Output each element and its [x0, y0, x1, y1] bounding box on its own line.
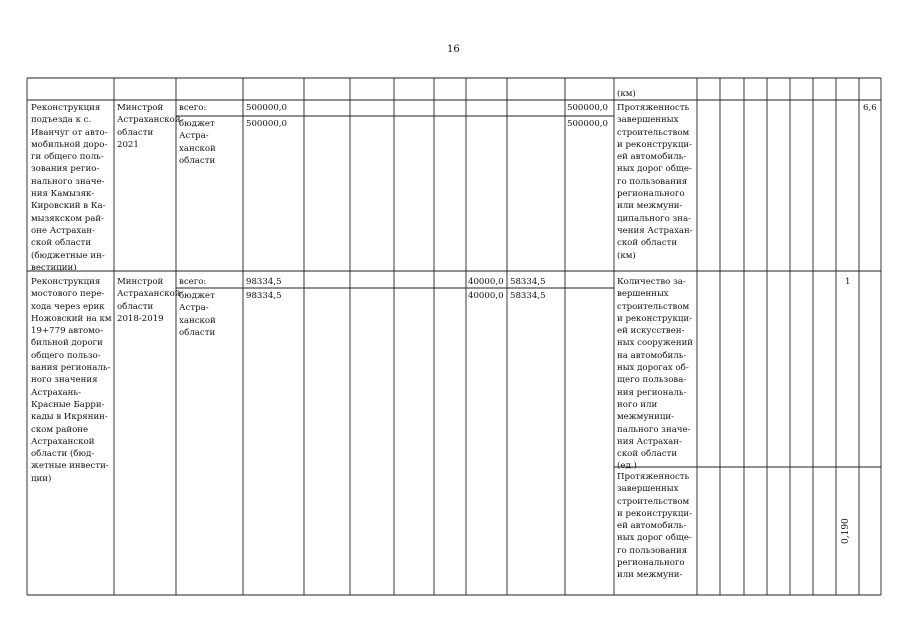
row2-indicator-1-value: 1	[845, 277, 851, 287]
row2-total-budget: 98334,5	[246, 291, 282, 301]
row2-executor: Минстрой Астраханской области 2018-2019	[117, 277, 181, 324]
row2-indicator-2: Протяженность завершенных строительством и реконструкци- ей автомобиль- ных дорог обще- го пользования регионального или межмуни-	[617, 472, 692, 581]
row2-2019-budget: 58334,5	[510, 291, 546, 301]
row2-indicator-2-value: 0,190	[841, 518, 851, 544]
row1-total-budget: 500000,0	[246, 119, 288, 129]
header-unit: (км)	[617, 89, 636, 99]
row2-source-total: всего:	[179, 277, 207, 287]
row2-2018-budget: 40000,0	[468, 291, 504, 301]
row2-source-budget: бюджет Астра- ханской области	[179, 291, 216, 338]
page-number: 16	[447, 44, 460, 55]
row1-executor: Минстрой Астраханской области 2021	[117, 103, 181, 150]
row1-year-budget: 500000,0	[567, 119, 609, 129]
row2-2018-all: 40000,0	[468, 277, 504, 287]
row1-indicator-value: 6,6	[863, 103, 877, 113]
row1-year-all: 500000,0	[567, 103, 609, 113]
row2-total-all: 98334,5	[246, 277, 282, 287]
row1-name: Реконструкция подъезда к с. Иванчуг от авто- мобильной доро- ги общего поль- зования регио- нального значе- ния Камызяк- Кировский в Ка- мызякском рай- оне Астрахан- ской области (бюджетные ин- вестиции)	[31, 103, 108, 273]
row2-name: Реконструкция мостового пере- хода через ерик Ножовский на км 19+779 автомо- бильной дороги общего пользо- вания региональ- ного значения Астрахань- Красные Барри- кады в Икрянин- ском районе Астраханской области (бюд- жетные инвести- ции)	[31, 277, 112, 484]
row1-source-total: всего:	[179, 103, 207, 113]
row1-total-all: 500000,0	[246, 103, 288, 113]
row2-2019-all: 58334,5	[510, 277, 546, 287]
row1-source-budget: бюджет Астра- ханской области	[179, 119, 216, 166]
row1-indicator: Протяженность завершенных строительством и реконструкци- ей автомобиль- ных дорог обще- го пользования регионального или межмуни- ципального зна- чения Астрахан- ской области (км)	[617, 103, 693, 261]
row2-indicator-1: Количество за- вершенных строительством и реконструкци- ей искусствен- ных сооружений на автомобиль- ных дорогах об- щего пользова- ния региональ- ного или межмуници- пального значе- ния Астрахан- ской области (ед.)	[617, 277, 694, 472]
